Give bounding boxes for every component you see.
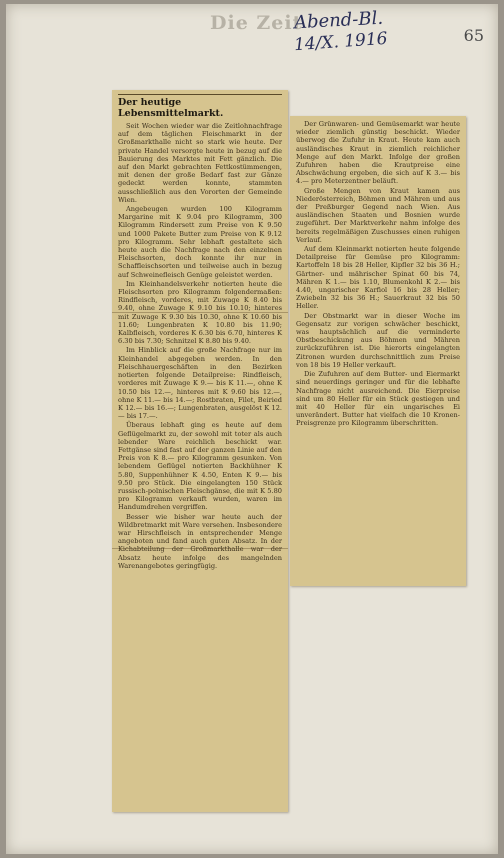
article-left-column	[112, 90, 288, 812]
clipping-seam	[112, 312, 288, 313]
article-paragraph: Auf dem Kleinmarkt notierten heute folgende Detailpreise für Gemüse pro Kilogramm: Kartoffeln 18 bis 28 Heller, Kipfler 32 bis 36 H.; Gärtner- und mährischer Spinat 60 bis 74, Mähren K 1.— bis 1.10, Blumenkohl K 2.— bis 4.40, ungarischer Karfiol 16 bis 28 Heller; Zwiebeln 32 bis 36 H.; Sauerkraut 32 bis 50 Heller.	[296, 245, 460, 311]
article-paragraph: Im Kleinhandelsverkehr notierten heute die Fleischsorten pro Kilogramm folgendermaßen: Rindfleisch, vorderes, mit Zuwage K 8.40 bis 9.40, ohne Zuwage K 9.10 bis 10.10; hinteres mit Zuwage K 9.30 bis 10.30, ohne K 10.60 bis 11.60; Lungenbraten K 10.80 bis 11.90; Kalbfleisch, vorderes K 6.30 bis 6.70, hinteres K 6.30 bis 7.30; Schnitzel K 8.80 bis 9.40.	[118, 279, 282, 346]
page-number: 65	[463, 26, 484, 45]
article-right-column	[290, 116, 466, 586]
article-paragraph: Besser wie bisher war heute auch der Wildbretmarkt mit Ware versehen. Insbesondere war Hirschfleisch in entsprechender Menge angeboten und fand auch guten Absatz. In der Kichabteilung der Großmarkthalle war der Absatz heute infolge des mangelnden Warenangebotes geringfügig.	[118, 512, 282, 570]
article-paragraph: Große Mengen von Kraut kamen aus Niederösterreich, Böhmen und Mähren und aus der Preßburger Gegend nach Wien. Aus ausländischen Staaten und Bosnien wurde zugeführt. Der Marktverkehr nahm infolge des bereits regelmäßigen Zuschusses einen ruhigen Verlauf.	[296, 186, 460, 244]
article-paragraph: Im Hinblick auf die große Nachfrage nur im Kleinhandel abgegeben werden. In den Fleischhauergeschäften in den Bezirken notierten folgende Detailpreise: Rindfleisch, vorderes mit Zuwage K 9.— bis K 11.—, ohne K 10.50 bis 12.—, hinteres mit K 9.60 bis 12.—, ohne K 11.— bis 14.—; Rostbraten, Filet, Beiried K 12.— bis 16.—; Lungenbraten, ausgelöst K 12.— bis 17.—.	[118, 346, 282, 421]
article-paragraph: Seit Wochen wieder war die Zeitlohnachfrage auf dem täglichen Fleischmarkt in der Großmarkthalle nicht so stark wie heute. Der private Handel versorgte heute in bezug auf die Bauierung des Marktes mit Fett gänzlich. Die auf den Markt gebrachten Fettkostümmengen, mit denen der große Bedarf fast zur Gänze gedeckt werden konnte, stammten ausschließlich aus den Vororten der Gemeinde Wien.	[118, 122, 282, 204]
article-title: Der heutige Lebensmittelmarkt.	[118, 94, 282, 119]
clipping-seam	[112, 548, 288, 549]
article-paragraph: Der Grünwaren- und Gemüsemarkt war heute wieder ziemlich günstig beschickt. Wieder überwog die Zufuhr in Kraut. Heute kam auch ausländisches Kraut in ziemlich reichlicher Menge auf den Markt. Infolge der großen Zufuhren haben die Krautpreise eine Abschwächung ergeben, die sich auf K 3.— bis 4.— pro Meterzentner beläuft.	[296, 120, 460, 186]
newspaper-masthead: Die Zeit	[210, 12, 303, 34]
article-paragraph: Die Zufuhren auf dem Butter- und Eiermarkt sind neuerdings geringer und für die lebhafte Nachfrage nicht ausreichend. Die Eierpreise sind um 80 Heller für ein Stück gestiegen und mit 40 Heller für ein ungarisches Ei unverändert. Butter hat vielfach die 10 Kronen-Preisgrenze pro Kilogramm überschritten.	[296, 370, 460, 428]
article-paragraph: Angebeugen wurden 100 Kilogramm Margarine mit K 9.04 pro Kilogramm, 300 Kilogramm Rindersett zum Preise von K 9.50 und 1000 Pakete Butter zum Preise von K 9.12 pro Kilogramm. Sehr lebhaft gestaltete sich heute auch die Nachfrage nach den einzelnen Fleischsorten, doch konnte ihr nur in Schaffleischsorten und teilweise auch in bezug auf Schweinefleisch Genüge geleistet werden.	[118, 205, 282, 279]
article-paragraph: Überaus lebhaft ging es heute auf dem Geflügelmarkt zu, der sowohl mit toter als auch lebender Ware reichlich beschickt war. Fettgänse sind fast auf der ganzen Linie auf den Preis von K 8.— pro Kilogramm gesunken. Von lebendem Geflügel notierten Backhühner K 5.80, Suppenhühner K 4.50, Enten K 9.— bis 9.50 pro Stück. Die eingelangten 150 Stück russisch-polnischen Fleischgänse, die mit K 5.80 pro Kilogramm verkauft wurden, waren im Handumdrehen vergriffen.	[118, 421, 282, 512]
handwritten-edition-note: Abend-Bl.	[293, 7, 384, 34]
article-paragraph: Der Obstmarkt war in dieser Woche im Gegensatz zur vorigen schwächer beschickt, was hauptsächlich auf die verminderte Obstbeschickung aus Böhmen und Mähren zurückzuführen ist. Die hierorts eingelangten Zitronen wurden durchschnittlich zum Preise von 18 bis 19 Heller verkauft.	[296, 311, 460, 369]
handwritten-date: 14/X. 1916	[293, 28, 389, 56]
